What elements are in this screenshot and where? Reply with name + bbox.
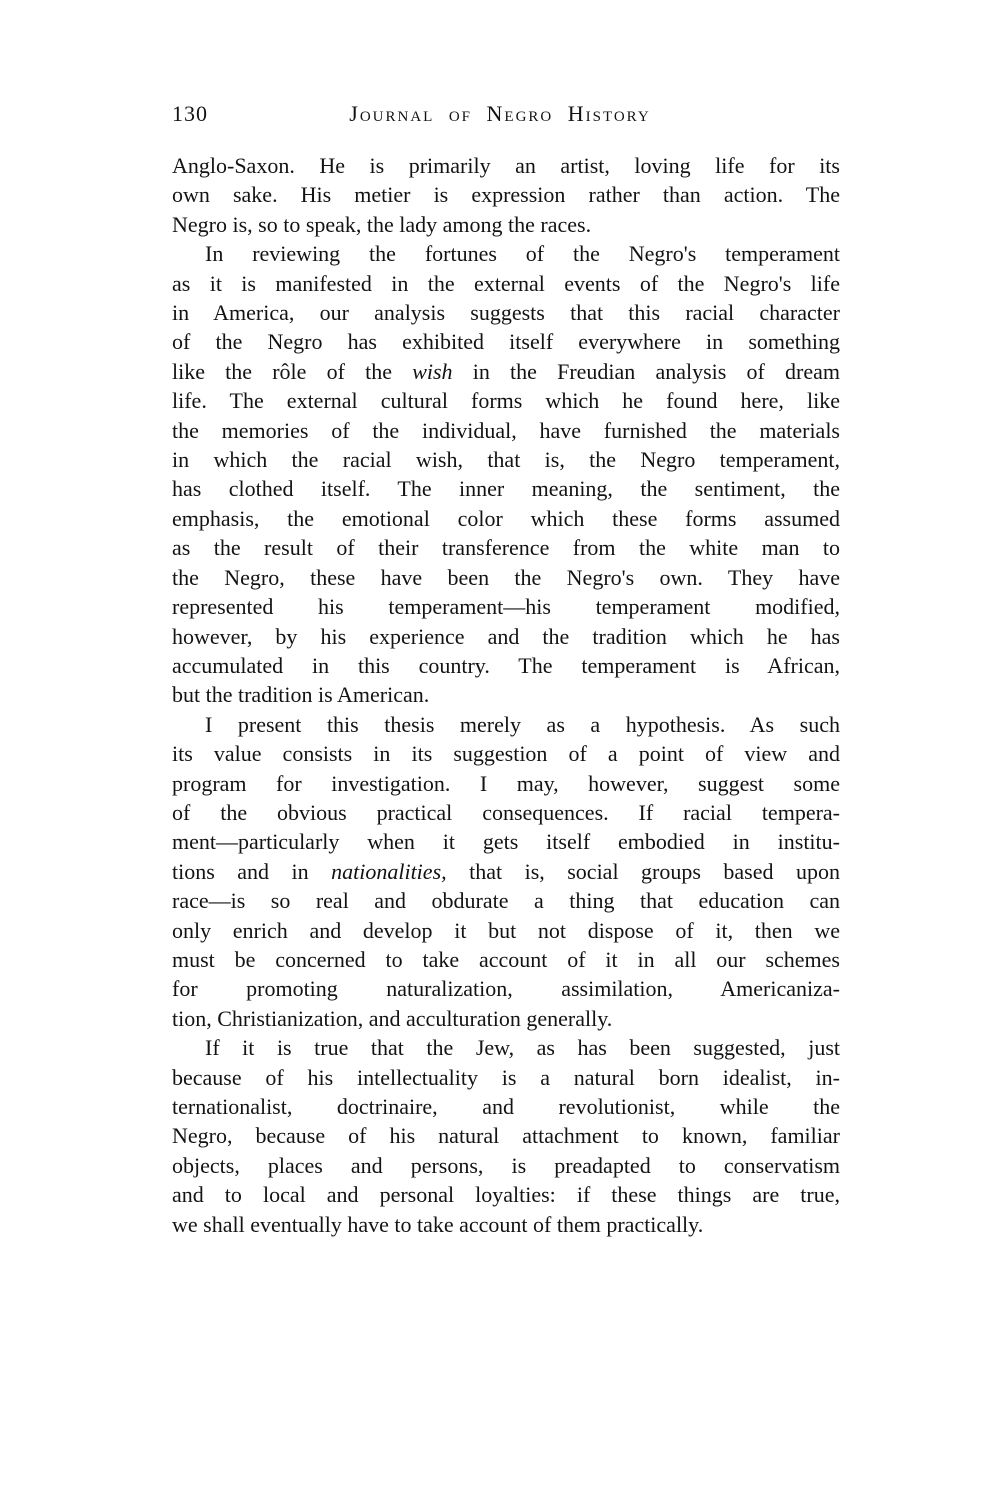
text-line: In reviewing the fortunes of the Negro's temperament	[205, 241, 840, 267]
text-line: only enrich and develop it but not dispose of it, then we	[172, 917, 840, 943]
text-line: own sake. His metier is expression rather than action. The	[172, 182, 840, 208]
text-line: but the tradition is American.	[172, 682, 430, 708]
text-line: represented his temperament—his temperament modified,	[172, 594, 840, 620]
text-line: and to local and personal loyalties: if these things are true,	[172, 1182, 840, 1208]
text-line: like the rôle of the wish in the Freudian analysis of dream	[172, 358, 840, 384]
text-line: the Negro, these have been the Negro's own. They have	[172, 564, 840, 590]
text-line: in America, our analysis suggests that this racial character	[172, 300, 840, 326]
text-line: I present this thesis merely as a hypothesis. As such	[205, 711, 840, 737]
text-line: emphasis, the emotional color which these forms assumed	[172, 505, 840, 531]
text-line: for promoting naturalization, assimilation, Americaniza-	[172, 976, 840, 1002]
page-number: 130	[172, 101, 208, 126]
text-line: Negro is, so to speak, the lady among the races.	[172, 211, 592, 237]
text-line: must be concerned to take account of it in all our schemes	[172, 946, 840, 972]
text-line: If it is true that the Jew, as has been suggested, just	[205, 1035, 840, 1061]
text-line: because of his intellectuality is a natural born idealist, in-	[172, 1064, 840, 1090]
journal-title: Journal of Negro History	[349, 101, 651, 126]
text-line: ment—particularly when it gets itself embodied in institu-	[172, 829, 840, 855]
text-line: program for investigation. I may, however, suggest some	[172, 770, 840, 796]
text-line: its value consists in its suggestion of a point of view and	[172, 741, 840, 767]
text-line: Negro, because of his natural attachment to known, familiar	[172, 1123, 840, 1149]
text-line: in which the racial wish, that is, the Negro temperament,	[172, 447, 840, 473]
text-line: accumulated in this country. The temperament is African,	[172, 652, 840, 678]
text-line: tion, Christianization, and acculturation generally.	[172, 1005, 613, 1031]
text-line: as the result of their transference from the white man to	[172, 535, 840, 561]
text-line: of the obvious practical consequences. If racial tempera-	[172, 799, 840, 825]
text-line: Anglo-Saxon. He is primarily an artist, loving life for its	[172, 153, 840, 178]
text-line: has clothed itself. The inner meaning, the sentiment, the	[172, 476, 840, 502]
text-line: of the Negro has exhibited itself everywhere in something	[172, 329, 840, 355]
text-line: the memories of the individual, have furnished the materials	[172, 417, 840, 443]
text-line: race—is so real and obdurate a thing that education can	[172, 888, 840, 914]
text-line: ternationalist, doctrinaire, and revolutionist, while the	[172, 1094, 840, 1119]
text-line: life. The external cultural forms which he found here, like	[172, 388, 840, 414]
text-line: however, by his experience and the tradition which he has	[172, 623, 840, 649]
text-line: we shall eventually have to take account of them practically.	[172, 1211, 704, 1237]
text-line: as it is manifested in the external events of the Negro's life	[172, 270, 840, 296]
page-body	[172, 151, 840, 1239]
text-line: tions and in nationalities, that is, social groups based upon	[172, 858, 840, 884]
page-header	[0, 101, 1000, 131]
text-line: objects, places and persons, is preadapted to conservatism	[172, 1152, 840, 1178]
